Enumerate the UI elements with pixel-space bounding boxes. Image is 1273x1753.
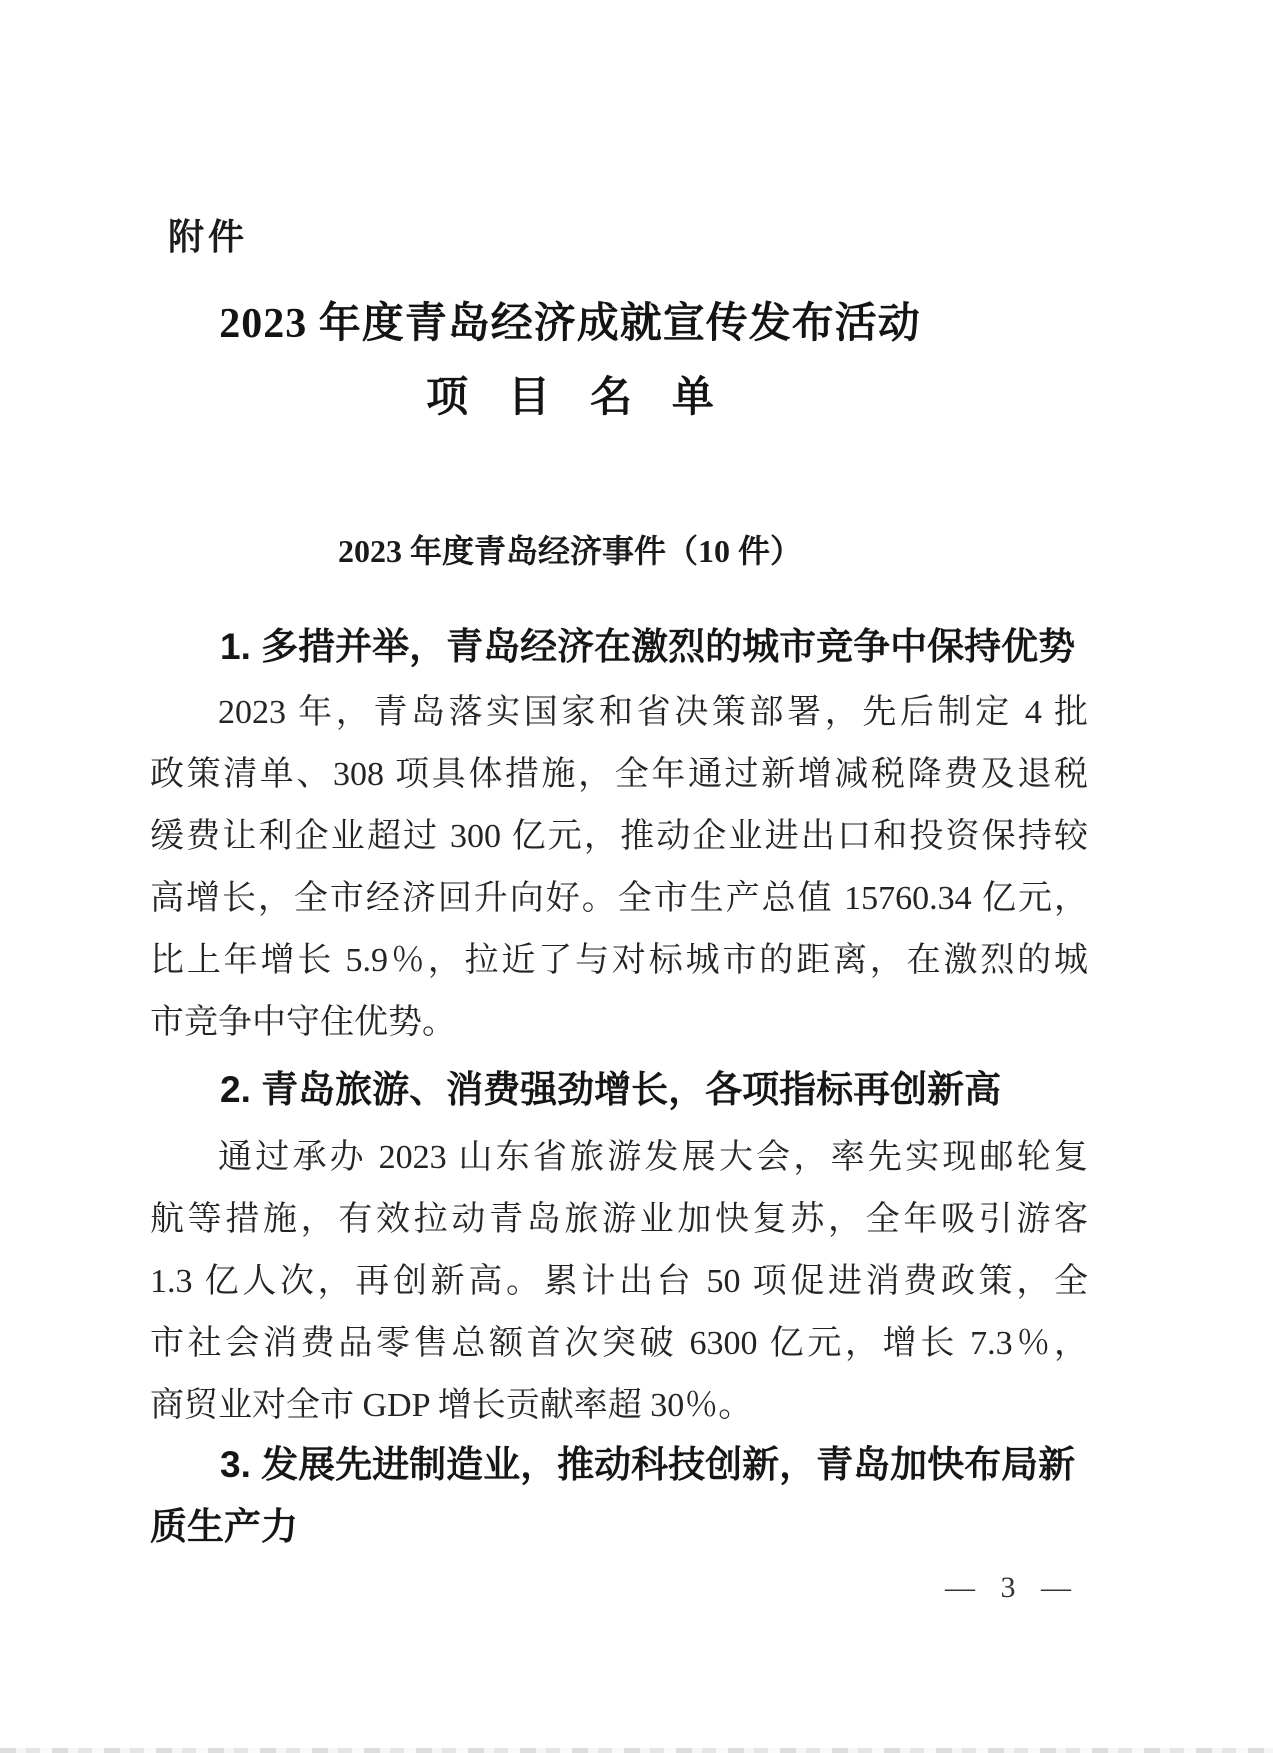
paragraph-line: 政策清单、308 项具体措施，全年通过新增减税降费及退税 bbox=[150, 756, 1088, 793]
document-title-line2: 项目名单 bbox=[426, 375, 754, 421]
section3-heading-line2: 质生产力 bbox=[150, 1506, 298, 1547]
section2-paragraph bbox=[150, 1127, 1088, 1437]
paragraph-line: 比上年增长 5.9％，拉近了与对标城市的距离，在激烈的城 bbox=[150, 942, 1088, 979]
section3-heading bbox=[150, 1434, 1090, 1558]
document-subtitle: 2023 年度青岛经济事件（10 件） bbox=[337, 533, 802, 569]
paragraph-line: 市竞争中守住优势。 bbox=[150, 1004, 456, 1041]
scan-artifact-bottom-edge bbox=[0, 1748, 1273, 1753]
paragraph-line: 1.3 亿人次，再创新高。累计出台 50 项促进消费政策，全 bbox=[150, 1263, 1088, 1300]
paragraph-line: 2023 年，青岛落实国家和省决策部署，先后制定 4 批 bbox=[218, 694, 1088, 731]
attachment-label: 附件 bbox=[168, 216, 249, 257]
section2-heading-text: 2. 青岛旅游、消费强劲增长，各项指标再创新高 bbox=[220, 1069, 1002, 1110]
section2-heading bbox=[150, 1059, 1090, 1121]
section1-paragraph bbox=[150, 682, 1088, 1054]
paragraph-line: 航等措施，有效拉动青岛旅游业加快复苏，全年吸引游客 bbox=[150, 1201, 1088, 1238]
section1-heading-text: 1. 多措并举，青岛经济在激烈的城市竞争中保持优势 bbox=[220, 626, 1076, 667]
page-number: — 3 — bbox=[945, 1571, 1073, 1604]
paragraph-line: 通过承办 2023 山东省旅游发展大会，率先实现邮轮复 bbox=[218, 1139, 1088, 1176]
paragraph-line: 高增长，全市经济回升向好。全市生产总值 15760.34 亿元， bbox=[150, 880, 1088, 917]
document-title-line1: 2023 年度青岛经济成就宣传发布活动 bbox=[219, 301, 921, 347]
paragraph-line: 市社会消费品零售总额首次突破 6300 亿元，增长 7.3％， bbox=[150, 1325, 1088, 1362]
section3-heading-line1: 3. 发展先进制造业，推动科技创新，青岛加快布局新 bbox=[220, 1444, 1076, 1485]
section1-heading bbox=[150, 616, 1090, 678]
paragraph-line: 商贸业对全市 GDP 增长贡献率超 30％。 bbox=[150, 1387, 753, 1424]
paragraph-line: 缓费让利企业超过 300 亿元，推动企业进出口和投资保持较 bbox=[150, 818, 1088, 855]
